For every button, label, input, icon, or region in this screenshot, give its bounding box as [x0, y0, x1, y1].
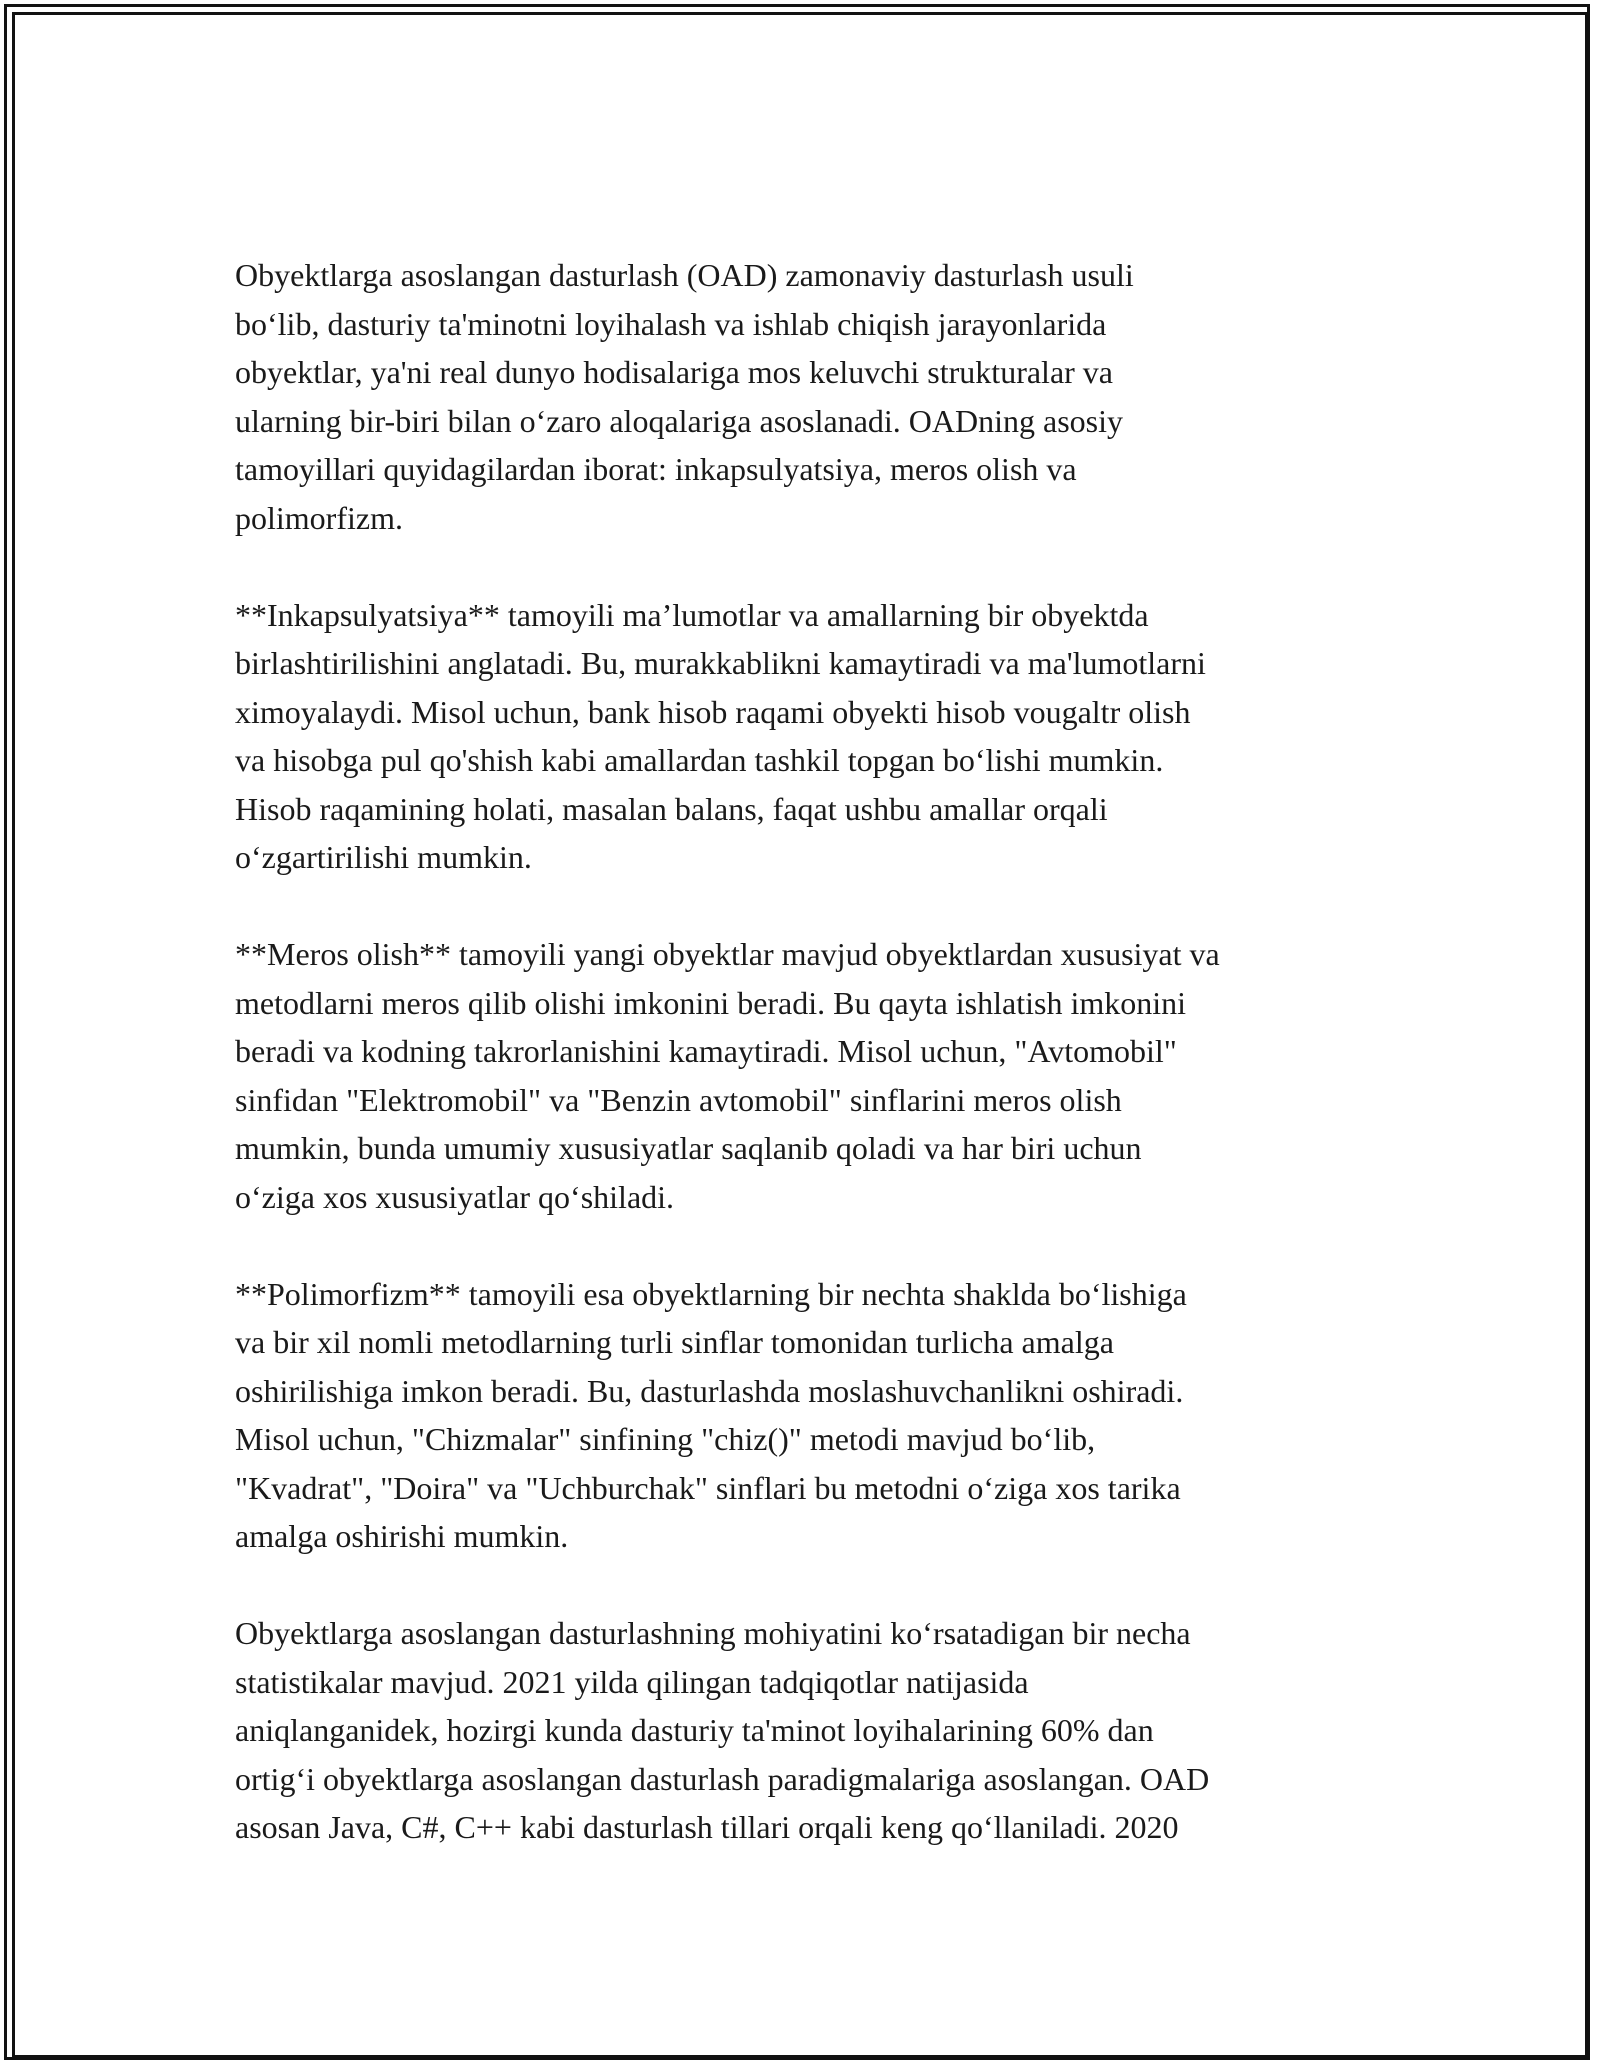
text-line: tamoyillari quyidagilardan iborat: inkapsulyatsiya, meros olish va [235, 451, 1077, 487]
text-line: obyektlar, ya'ni real dunyo hodisalariga mos keluvchi strukturalar va [235, 354, 1113, 390]
text-line: ularning bir-biri bilan o‘zaro aloqalariga asoslanadi. OADning asosiy [235, 402, 1123, 439]
paragraph-statistics [235, 1609, 1375, 1852]
text-line: polimorfizm. [235, 499, 403, 536]
text-line: **Polimorfizm** tamoyili esa obyektlarning bir nechta shakldа bo‘lishiga [235, 1275, 1187, 1312]
paragraph-encapsulation [235, 591, 1375, 882]
text-line: statistikalar mavjud. 2021 yilda qilingan tadqiqotlar natijasida [235, 1663, 1029, 1700]
paragraph-polymorphism [235, 1270, 1375, 1561]
text-line: Misol uchun, "Chizmalar" sinfining "chiz()" metodi mavjud bo‘lib, [235, 1421, 1096, 1457]
text-line: mumkin, bunda umumiy xususiyatlar saqlanib qoladi va har biri uchun [235, 1130, 1142, 1166]
text-line: metodlarni meros qilib olishi imkonini beradi. Bu qayta ishlatish imkonini [235, 984, 1187, 1021]
text-line: asosan Java, C#, C++ kabi dasturlash tillari orqali keng qo‘llaniladi. 2020 [235, 1809, 1179, 1845]
text-line: Obyektlarga asoslangan dasturlash (OAD) zamonaviy dasturlash usuli [235, 257, 1134, 293]
text-line: birlashtirilishini anglatadi. Bu, murakkablikni kamaytiradi va ma'lumotlarni [235, 645, 1206, 681]
text-line: **Meros olish** tamoyili yangi obyektlar mavjud obyektlardan xususiyat va [235, 936, 1220, 972]
text-line: o‘ziga xos xususiyatlar qo‘shiladi. [235, 1178, 675, 1215]
text-line: ximoyalaydi. Misol uchun, bank hisob raqami obyekti hisob vougaltr olish [235, 693, 1191, 730]
text-line: Obyektlarga asoslangan dasturlashning mohiyatini ko‘rsatadigan bir necha [235, 1615, 1191, 1651]
text-line: Hisob raqamining holati, masalan balans, faqat ushbu amallar orqali [235, 790, 1108, 827]
text-line: "Kvadrat", "Doira" va "Uchburchak" sinflari bu metodni o‘ziga xos tarika [235, 1469, 1181, 1506]
text-line: beradi va kodning takrorlanishini kamaytiradi. Misol uchun, "Avtomobil" [235, 1033, 1177, 1069]
text-line: va hisobga pul qo'shish kabi amallardan tashkil topgan bo‘lishi mumkin. [235, 742, 1164, 778]
text-line: bo‘lib, dasturiy ta'minotni loyihalash va ishlab chiqish jarayonlarida [235, 305, 1107, 342]
text-line: o‘zgartirilishi mumkin. [235, 839, 532, 875]
text-line: oshirilishiga imkon beradi. Bu, dasturlashda moslashuvchanlikni oshiradi. [235, 1372, 1184, 1409]
text-line: amalga oshirishi mumkin. [235, 1518, 569, 1554]
text-line: ortig‘i obyektlarga asoslangan dasturlash paradigmalariga asoslangan. OAD [235, 1760, 1210, 1797]
text-line: **Inkapsulyatsiya** tamoyili ma’lumotlar va amallarning bir obyektda [235, 596, 1149, 633]
document-body [235, 251, 1375, 1852]
text-line: sinfidan "Elektromobil" va "Benzin avtomobil" sinflarini meros olish [235, 1081, 1122, 1118]
text-line: aniqlanganidek, hozirgi kunda dasturiy ta'minot loyihalarining 60% dan [235, 1712, 1154, 1748]
paragraph-inheritance [235, 930, 1375, 1221]
paragraph-intro [235, 251, 1375, 542]
text-line: va bir xil nomli metodlarning turli sinflar tomonidan turlicha amalga [235, 1324, 1114, 1360]
